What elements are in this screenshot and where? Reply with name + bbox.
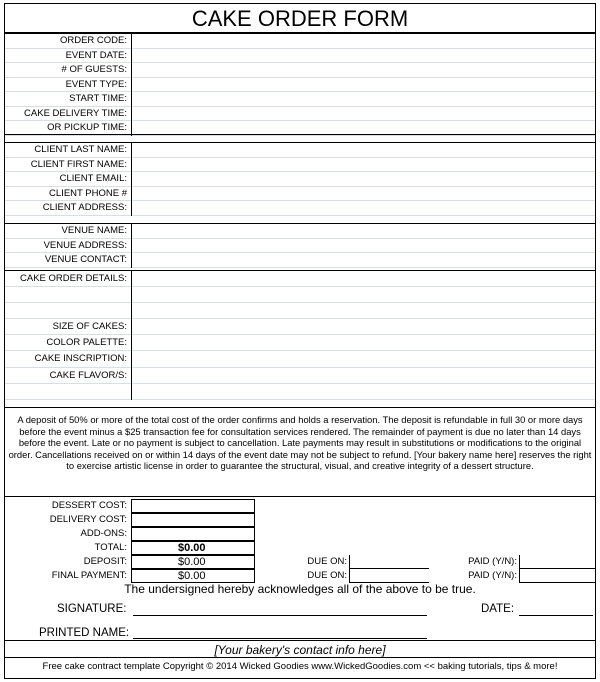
event-row	[5, 63, 595, 78]
field-label: # OF GUESTS:	[61, 64, 127, 75]
dessert-cost-label: DESSERT COST:	[51, 500, 127, 511]
event-row	[5, 78, 595, 93]
event-rows	[5, 34, 595, 136]
final-payment-value: $0.00	[131, 569, 255, 583]
cake-rows	[5, 271, 595, 400]
deposit-due-on-field[interactable]	[349, 555, 429, 569]
delivery-cost-field[interactable]	[131, 513, 255, 527]
bakery-contact-info: [Your bakery's contact info here]	[5, 640, 595, 658]
field-input[interactable]	[131, 49, 595, 64]
field-input[interactable]	[131, 368, 595, 384]
cake-row	[5, 319, 595, 335]
deposit-label: DEPOSIT:	[83, 556, 127, 567]
add-ons-label: ADD-ONS:	[80, 528, 127, 539]
venue-row	[5, 239, 595, 254]
field-input[interactable]	[131, 143, 595, 158]
printed-name-line[interactable]	[133, 638, 427, 639]
cake-row	[5, 368, 595, 384]
client-row	[5, 172, 595, 187]
event-row	[5, 107, 595, 122]
dessert-cost-field[interactable]	[131, 499, 255, 513]
footer-copyright: Free cake contract template Copyright © 2014 Wicked Goodies www.WickedGoodies.com << baking tutorials, tips & more!	[42, 661, 558, 672]
field-input[interactable]	[131, 63, 595, 78]
deposit-paid-label: PAID (Y/N):	[468, 556, 517, 567]
final-due-on-field[interactable]	[349, 569, 429, 583]
date-line[interactable]	[519, 615, 593, 616]
cake-row	[5, 271, 595, 287]
field-label: SIZE OF CAKES:	[52, 321, 127, 333]
field-input[interactable]	[131, 121, 595, 136]
field-input[interactable]	[131, 172, 595, 187]
client-row	[5, 201, 595, 216]
cake-row	[5, 351, 595, 367]
field-input[interactable]	[131, 78, 595, 93]
client-rows	[5, 143, 595, 216]
field-label: CLIENT PHONE #	[49, 187, 127, 199]
event-row	[5, 121, 595, 136]
field-input[interactable]	[131, 201, 595, 216]
field-input[interactable]	[131, 239, 595, 254]
final-due-on-label: DUE ON:	[307, 570, 347, 581]
field-label: EVENT TYPE:	[65, 78, 127, 90]
client-row	[5, 143, 595, 158]
field-label: START TIME:	[69, 93, 127, 104]
field-input[interactable]	[131, 303, 595, 319]
deposit-due-on-label: DUE ON:	[307, 556, 347, 567]
field-input[interactable]	[131, 335, 595, 351]
field-label: CLIENT LAST NAME:	[34, 144, 127, 155]
form-title: CAKE ORDER FORM	[5, 4, 595, 33]
venue-row	[5, 253, 595, 268]
final-paid-label: PAID (Y/N):	[468, 570, 517, 581]
field-input[interactable]	[131, 253, 595, 268]
venue-row	[5, 224, 595, 239]
field-label: VENUE CONTACT:	[44, 254, 127, 266]
event-row	[5, 34, 595, 49]
field-input[interactable]	[131, 224, 595, 239]
client-row	[5, 158, 595, 173]
field-input[interactable]	[131, 107, 595, 122]
field-input[interactable]	[131, 92, 595, 107]
cake-order-form	[4, 3, 596, 679]
field-input[interactable]	[131, 287, 595, 303]
add-ons-field[interactable]	[131, 527, 255, 541]
policy-text: A deposit of 50% or more of the total cost of the order confirms and holds a reservation. The deposit is refundable in full 30 or more days before the event minus a $25 transaction fee for consultation services rendered. The remainder of payment is due no later than 14 days before the event. Late or no payment is subject to cancellation. Late payments may result in substitutions or modifications to the original order. Cancellations received on or within 14 days of the event date may not be subject to refund. [Your bakery name here] reserves the right to exercise artistic license in order to guarantee the structural, visual, and creative integrity of a dessert structure.	[5, 407, 595, 497]
total-label: TOTAL:	[94, 542, 127, 553]
client-section	[5, 142, 595, 216]
final-payment-label: FINAL PAYMENT:	[51, 570, 127, 581]
cake-row	[5, 303, 595, 319]
total-value: $0.00	[131, 541, 255, 555]
cake-row	[5, 384, 595, 400]
signature-line[interactable]	[133, 615, 427, 616]
field-label: COLOR PALETTE:	[46, 337, 127, 349]
final-paid-field[interactable]	[519, 569, 595, 583]
delivery-cost-label: DELIVERY COST:	[49, 514, 127, 525]
field-label: CAKE DELIVERY TIME:	[24, 107, 127, 119]
field-label: CAKE INSCRIPTION:	[34, 353, 127, 365]
venue-rows	[5, 224, 595, 268]
signature-label: SIGNATURE:	[57, 603, 127, 615]
deposit-value: $0.00	[131, 555, 255, 569]
field-input[interactable]	[131, 384, 595, 400]
event-row	[5, 49, 595, 64]
venue-section	[5, 223, 595, 268]
field-input[interactable]	[131, 271, 595, 287]
field-label: CAKE ORDER DETAILS:	[20, 273, 127, 284]
deposit-paid-field[interactable]	[519, 555, 595, 569]
field-label: ORDER CODE:	[59, 35, 127, 46]
field-input[interactable]	[131, 158, 595, 173]
field-label: EVENT DATE:	[65, 49, 127, 61]
field-input[interactable]	[131, 34, 595, 49]
event-section	[5, 33, 595, 135]
cost-section	[5, 497, 595, 581]
field-input[interactable]	[131, 319, 595, 335]
field-input[interactable]	[131, 351, 595, 367]
printed-name-label: PRINTED NAME:	[39, 627, 130, 639]
cake-section	[5, 270, 595, 400]
field-label: CLIENT FIRST NAME:	[30, 158, 127, 170]
field-label: CLIENT EMAIL:	[59, 173, 127, 185]
field-label: CLIENT ADDRESS:	[42, 202, 127, 214]
field-label: OR PICKUP TIME:	[47, 122, 127, 133]
field-label: VENUE NAME:	[61, 225, 127, 236]
field-label: VENUE ADDRESS:	[43, 239, 127, 251]
field-input[interactable]	[131, 187, 595, 202]
field-label: CAKE FLAVOR/S:	[49, 369, 127, 381]
cake-row	[5, 335, 595, 351]
client-row	[5, 187, 595, 202]
acknowledgement-text: The undersigned hereby acknowledges all of the above to be true.	[124, 582, 476, 596]
cake-row	[5, 287, 595, 303]
event-row	[5, 92, 595, 107]
date-label: DATE:	[481, 603, 515, 615]
